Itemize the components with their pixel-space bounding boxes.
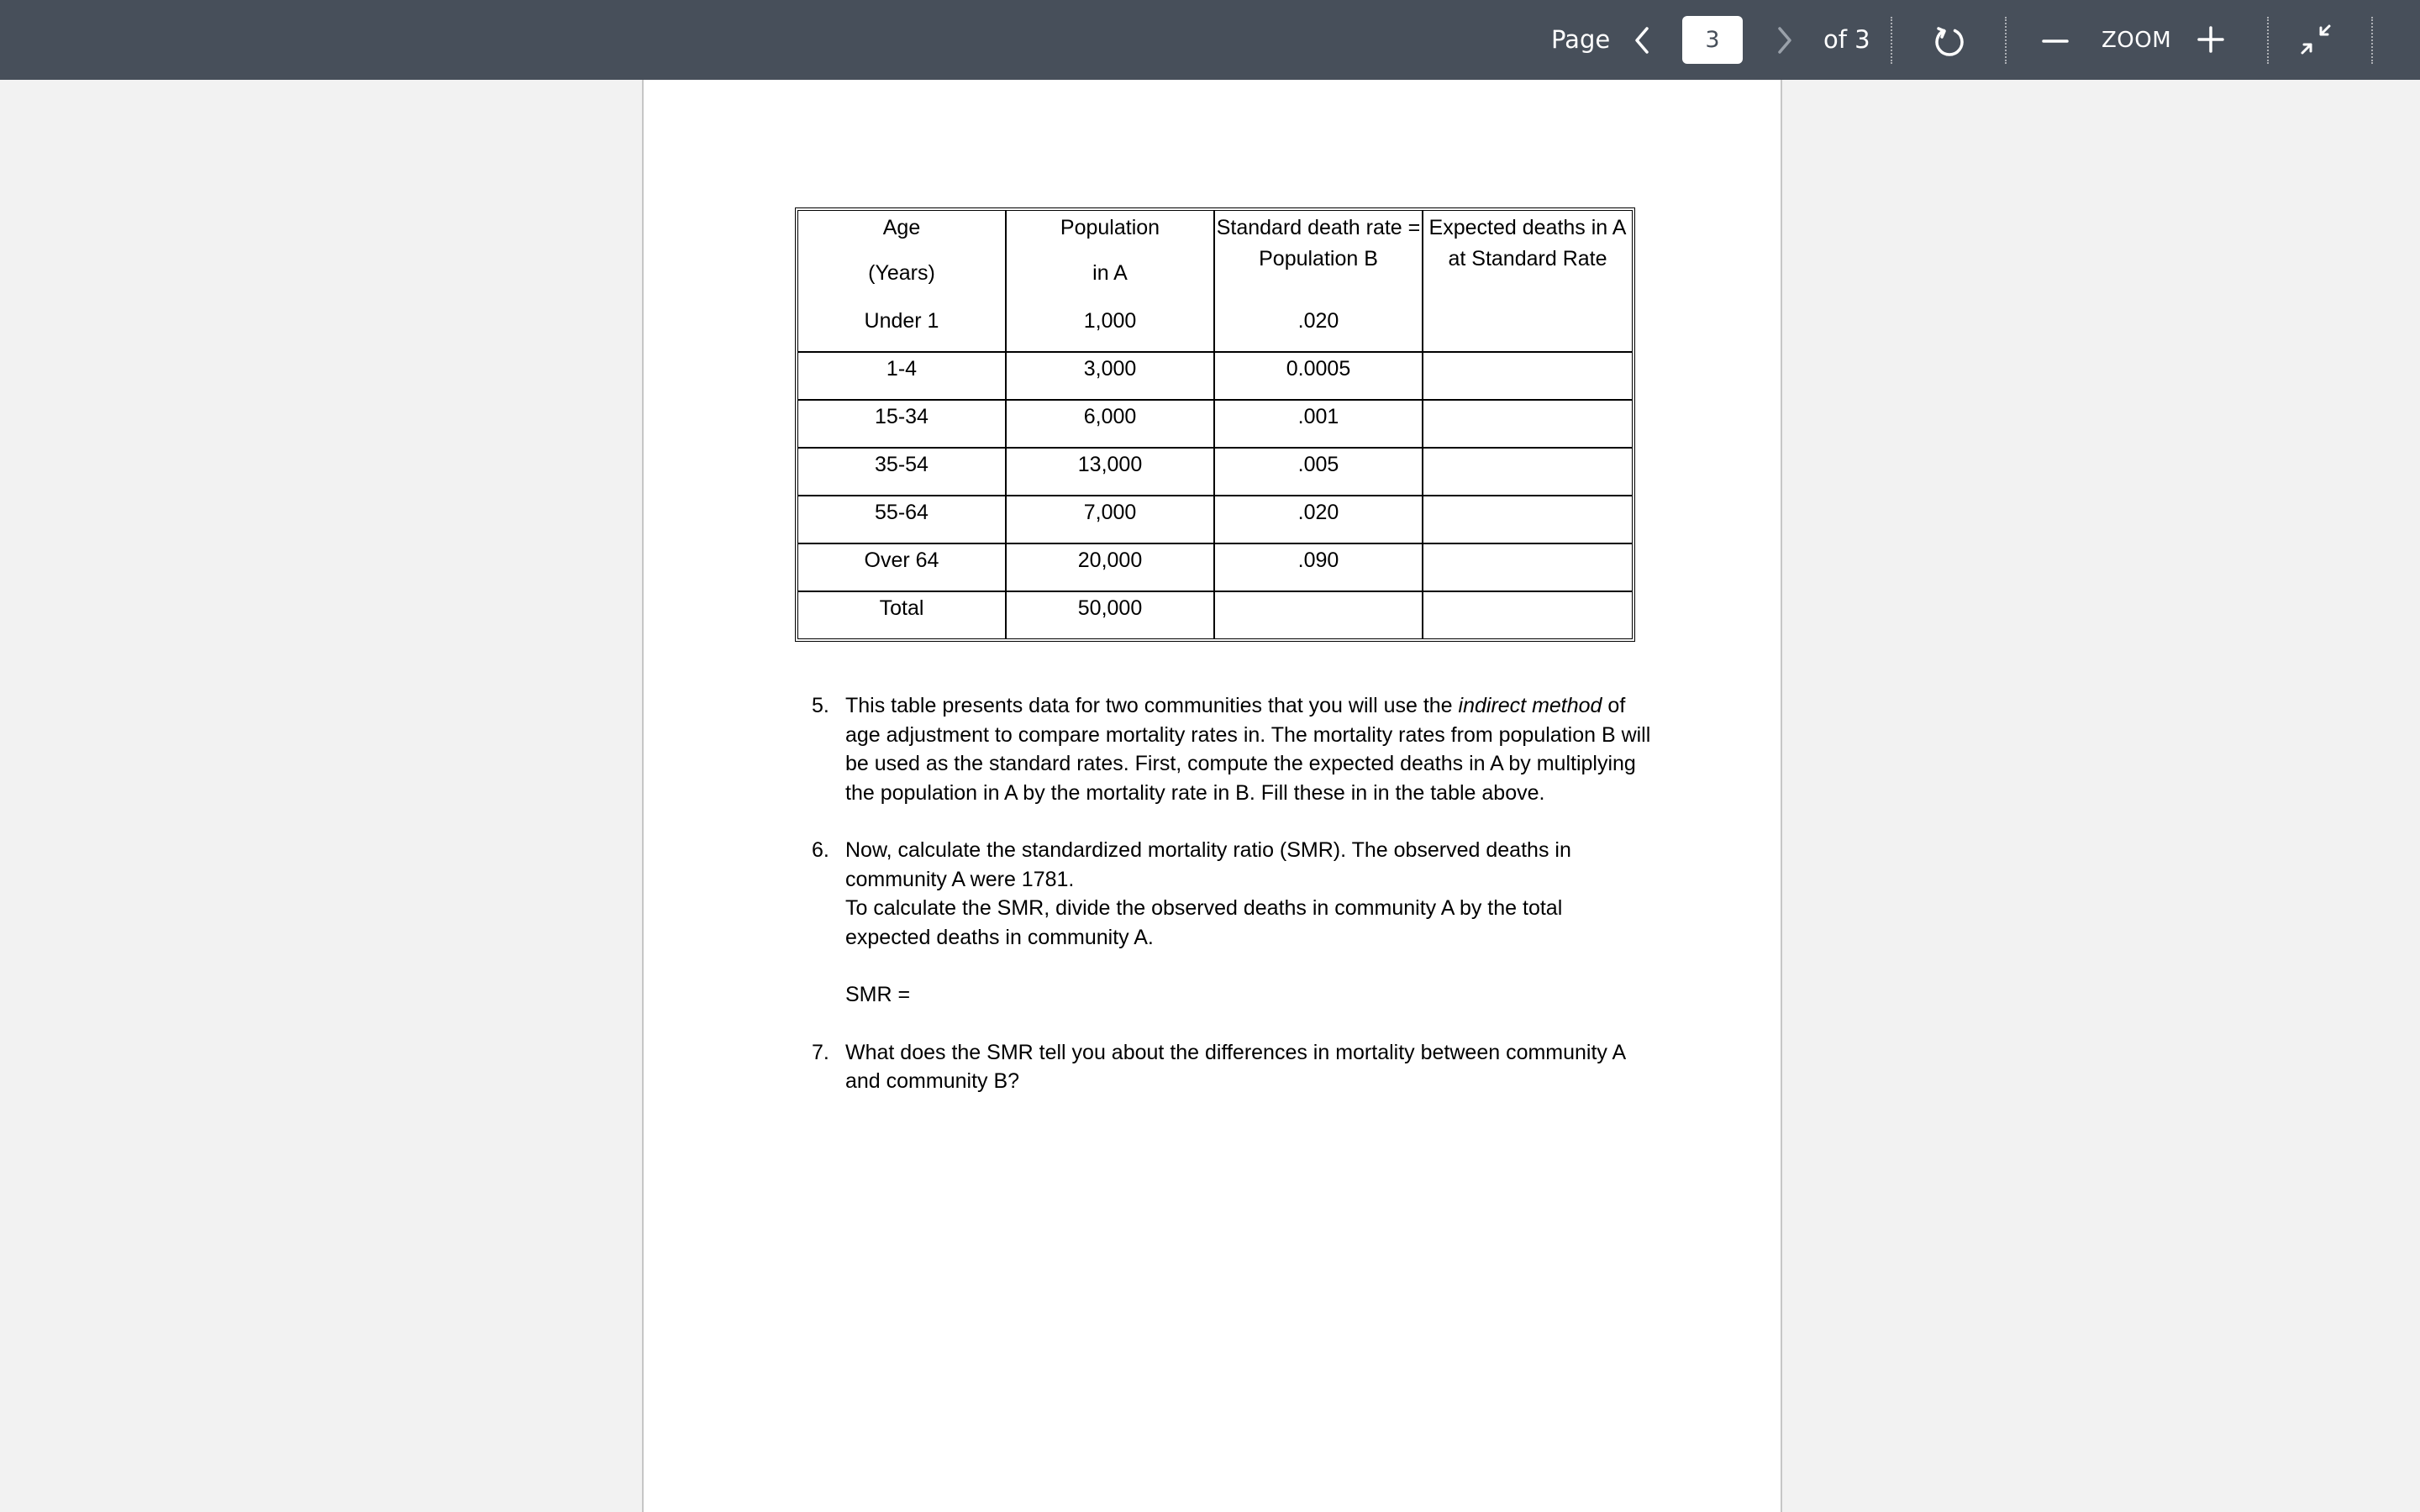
question-text: This table presents data for two communities that you will use the indirect method of age adjustment to compare mortality rates in. The mortality rates from population B will be used as the standard rates. First, compute the expected deaths in A by multiplying the population in A by the mortality rate in B. Fill these in in the table above. xyxy=(845,694,1651,805)
table-cell xyxy=(1423,401,1632,449)
minus-icon xyxy=(2030,14,2081,65)
exit-fullscreen-button[interactable] xyxy=(2291,14,2341,65)
table-cell xyxy=(1423,592,1632,638)
page-number-input[interactable] xyxy=(1682,16,1743,64)
table-header-cell: Population in A xyxy=(1007,211,1215,305)
table-cell: Total xyxy=(798,592,1007,638)
table-header-cell: Standard death rate = Population B xyxy=(1215,211,1423,305)
zoom-label: ZOOM xyxy=(2102,28,2172,53)
table-cell: 6,000 xyxy=(1007,401,1215,449)
rotate-button[interactable] xyxy=(1924,14,1975,65)
question-text: What does the SMR tell you about the differences in mortality between community A and community B? xyxy=(845,1040,1625,1093)
viewer-toolbar xyxy=(0,0,2420,80)
table-cell: 1,000 xyxy=(1007,305,1215,353)
question-number: 6. xyxy=(812,838,829,862)
next-page-button[interactable] xyxy=(1763,15,1805,66)
chevron-right-icon xyxy=(1763,15,1805,66)
table-cell: 7,000 xyxy=(1007,496,1215,544)
table-cell: 55-64 xyxy=(798,496,1007,544)
page-label: Page xyxy=(1551,25,1611,54)
table-header-cell: Age (Years) xyxy=(798,211,1007,305)
table-row xyxy=(798,544,1632,592)
table-cell xyxy=(1423,544,1632,592)
question-6 xyxy=(812,836,1652,1010)
table-cell: 50,000 xyxy=(1007,592,1215,638)
mortality-table xyxy=(795,207,1635,642)
table-cell: 35-54 xyxy=(798,449,1007,496)
question-5 xyxy=(812,691,1652,807)
table-cell: Under 1 xyxy=(798,305,1007,353)
document-page xyxy=(642,80,1782,1512)
zoom-in-button[interactable] xyxy=(2186,14,2236,65)
table-cell xyxy=(1423,496,1632,544)
plus-icon xyxy=(2186,14,2236,65)
question-text: Now, calculate the standardized mortality ratio (SMR). The observed deaths in community A were 1781. To calculate the SMR, divide the observed deaths in community A by the total expected deaths in community A. SMR = xyxy=(845,836,1652,1010)
table-cell: .005 xyxy=(1215,449,1423,496)
table-cell: 1-4 xyxy=(798,353,1007,401)
table-row xyxy=(798,449,1632,496)
toolbar-divider xyxy=(2005,17,2007,64)
emphasis-text: indirect method xyxy=(1458,694,1602,717)
smr-answer-line: SMR = xyxy=(845,983,911,1006)
table-row xyxy=(798,305,1632,353)
table-header-cell: Expected deaths in A at Standard Rate xyxy=(1428,216,1627,270)
question-number: 7. xyxy=(812,1040,829,1064)
table-cell: 0.0005 xyxy=(1215,353,1423,401)
table-cell: .020 xyxy=(1215,496,1423,544)
table-cell: .001 xyxy=(1215,401,1423,449)
question-number: 5. xyxy=(812,694,829,717)
table-row xyxy=(798,401,1632,449)
table-cell xyxy=(1423,305,1632,353)
toolbar-divider xyxy=(1891,17,1892,64)
collapse-icon xyxy=(2291,14,2341,65)
table-cell: 13,000 xyxy=(1007,449,1215,496)
table-row xyxy=(798,353,1632,401)
table-row xyxy=(798,592,1632,638)
rotate-icon xyxy=(1924,14,1975,65)
toolbar-divider xyxy=(2371,17,2373,64)
chevron-left-icon xyxy=(1622,15,1664,66)
table-cell: 3,000 xyxy=(1007,353,1215,401)
table-cell: .020 xyxy=(1215,305,1423,353)
zoom-out-button[interactable] xyxy=(2030,14,2081,65)
table-cell xyxy=(1423,449,1632,496)
page-count-label: of 3 xyxy=(1823,25,1870,54)
previous-page-button[interactable] xyxy=(1622,15,1664,66)
table-row xyxy=(798,496,1632,544)
table-cell: .090 xyxy=(1215,544,1423,592)
table-header-row xyxy=(798,211,1632,305)
table-cell xyxy=(1423,353,1632,401)
table-cell xyxy=(1215,592,1423,638)
question-7 xyxy=(812,1038,1652,1096)
toolbar-divider xyxy=(2267,17,2269,64)
question-list xyxy=(812,691,1652,1125)
table-cell: 20,000 xyxy=(1007,544,1215,592)
table-cell: 15-34 xyxy=(798,401,1007,449)
table-cell: Over 64 xyxy=(798,544,1007,592)
